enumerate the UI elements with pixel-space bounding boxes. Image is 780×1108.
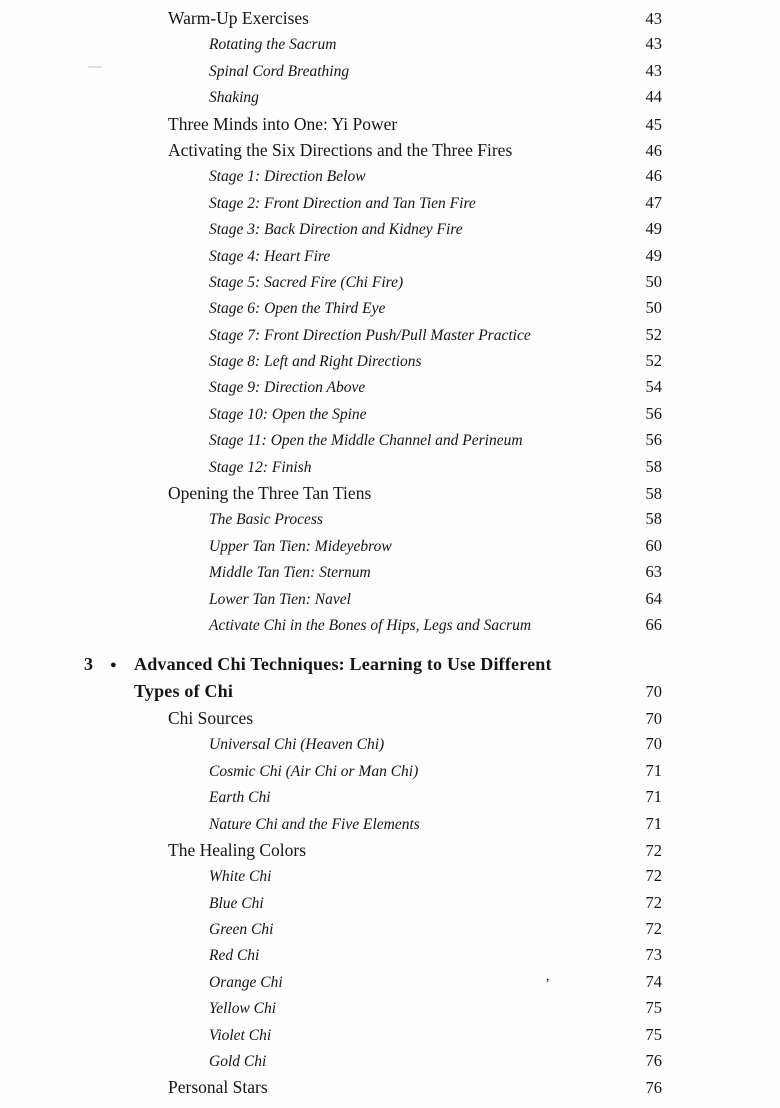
toc-entry-page: 46	[645, 140, 662, 160]
toc-entry-title: Earth Chi	[209, 789, 271, 807]
toc-entry	[0, 163, 662, 189]
toc-entry-page: 49	[645, 245, 662, 265]
toc-entry-title: Gold Chi	[209, 1053, 267, 1071]
toc-entry-title: Red Chi	[209, 947, 260, 965]
toc-entry-page: 56	[645, 430, 662, 450]
toc-entry-title: Activating the Six Directions and the Three Fires	[168, 139, 513, 160]
toc-entry-page: 58	[645, 456, 662, 476]
toc-entry-page: 74	[645, 971, 662, 991]
toc-entry	[0, 348, 662, 374]
toc-entry	[0, 58, 662, 84]
toc-entry-page: 52	[645, 351, 662, 371]
toc-entry-page: 72	[645, 892, 662, 912]
toc-entry-title: Stage 3: Back Direction and Kidney Fire	[209, 221, 463, 239]
toc-entry	[0, 916, 662, 942]
toc-entry-page: 58	[645, 484, 662, 504]
toc-entry-page: 47	[645, 192, 662, 212]
toc-entry	[0, 969, 662, 995]
toc-entry-page: 66	[645, 614, 662, 634]
toc-entry-title: Stage 10: Open the Spine	[209, 405, 367, 423]
toc-entry-page: 70	[645, 708, 662, 728]
toc-entry-title: Chi Sources	[168, 707, 254, 728]
toc-entry	[0, 890, 662, 916]
toc-entry-page: 63	[645, 562, 662, 582]
toc-entry	[0, 216, 662, 242]
toc-entry-title: Blue Chi	[209, 894, 264, 912]
toc-entry-page: 44	[645, 87, 662, 107]
toc-entry	[0, 811, 662, 837]
toc-entry-page: 64	[645, 588, 662, 608]
toc-entry-title: Spinal Cord Breathing	[209, 62, 350, 80]
toc-entry	[0, 111, 662, 137]
toc-entry-page: 76	[645, 1078, 662, 1098]
toc-entry-title: Personal Stars	[168, 1077, 268, 1098]
toc-entry-title: Upper Tan Tien: Mideyebrow	[209, 537, 392, 555]
toc-entry	[0, 863, 662, 889]
chapter-number: 3	[84, 654, 93, 675]
toc-entry-title: Types of Chi	[134, 681, 234, 702]
toc-entry-title: Stage 7: Front Direction Push/Pull Master Practice	[209, 326, 531, 344]
toc-entry	[0, 705, 662, 731]
toc-entry	[0, 837, 662, 863]
toc-entry	[0, 374, 662, 400]
toc-entry-page: 71	[645, 760, 662, 780]
toc-entry	[0, 480, 662, 506]
toc-entry-title: Warm-Up Exercises	[168, 8, 309, 28]
toc-entry	[0, 454, 662, 480]
toc-entry	[0, 1048, 662, 1074]
toc-entry-page: 49	[645, 219, 662, 239]
toc-entry-page: 72	[645, 919, 662, 939]
toc-entry	[0, 427, 662, 453]
toc-entry	[0, 5, 662, 31]
toc-entry-title: Universal Chi (Heaven Chi)	[209, 736, 385, 754]
toc-entry-page: 43	[645, 34, 662, 54]
toc-entry-title: Orange Chi	[209, 973, 283, 991]
toc-entry	[0, 731, 662, 757]
toc-entry-title: The Basic Process	[209, 511, 323, 529]
toc-entry-page: 75	[645, 1024, 662, 1044]
toc-entry-title: Lower Tan Tien: Navel	[209, 590, 351, 608]
toc-entry	[0, 190, 662, 216]
toc-entry-title: Yellow Chi	[209, 1000, 277, 1018]
toc-entry	[0, 533, 662, 559]
toc-entry-title: Advanced Chi Techniques: Learning to Use Different	[134, 654, 552, 675]
toc-entry	[0, 1074, 662, 1100]
toc-entry-page: 71	[645, 787, 662, 807]
toc-entry	[0, 612, 662, 638]
toc-entry-page: 50	[645, 298, 662, 318]
toc-entry	[0, 401, 662, 427]
toc-entry-title: Stage 1: Direction Below	[209, 168, 366, 186]
chapter-title-line-1	[0, 651, 662, 678]
stray-ink-mark: ’	[545, 976, 550, 992]
chapter-title-line-2	[0, 678, 662, 705]
toc-entry	[0, 84, 662, 110]
toc-entry-page: 45	[645, 114, 662, 134]
toc-entry	[0, 942, 662, 968]
toc-entry-page: 56	[645, 403, 662, 423]
toc-entry-page: 60	[645, 535, 662, 555]
toc-entry	[0, 995, 662, 1021]
toc-entry	[0, 506, 662, 532]
toc-entry-page: 70	[645, 734, 662, 754]
toc-entry-title: Opening the Three Tan Tiens	[168, 483, 372, 504]
toc-entry-page: 54	[645, 377, 662, 397]
toc-entry-title: Stage 8: Left and Right Directions	[209, 353, 422, 371]
toc-entry-title: Middle Tan Tien: Sternum	[209, 564, 371, 582]
toc-entry	[0, 1022, 662, 1048]
toc-entry-title: Stage 6: Open the Third Eye	[209, 300, 386, 318]
toc-entry	[0, 31, 662, 57]
toc-entry-title: Activate Chi in the Bones of Hips, Legs and Sacrum	[209, 616, 532, 634]
toc-entry	[0, 295, 662, 321]
toc-entry-page: 72	[645, 866, 662, 886]
toc-entry-title: Stage 12: Finish	[209, 458, 312, 476]
toc-chapter-entry	[0, 651, 662, 705]
toc-entry	[0, 586, 662, 612]
toc-entry-title: The Healing Colors	[168, 839, 307, 860]
toc-entry-title: White Chi	[209, 868, 272, 886]
toc-entry-page: 52	[645, 324, 662, 344]
toc-entry-page: 76	[645, 1051, 662, 1071]
toc-entry-page: 46	[645, 166, 662, 186]
toc-entry	[0, 269, 662, 295]
toc-entry-title: Three Minds into One: Yi Power	[168, 113, 398, 134]
toc-entry-page: 50	[645, 271, 662, 291]
toc-entry-page: 58	[645, 509, 662, 529]
toc-entry-page: 71	[645, 813, 662, 833]
toc-entry-page: 43	[645, 9, 662, 28]
toc-entry-title: Green Chi	[209, 921, 274, 939]
toc-entry	[0, 758, 662, 784]
toc-entry-title: Stage 2: Front Direction and Tan Tien Fire	[209, 194, 476, 212]
toc-entry	[0, 784, 662, 810]
toc-entry-title: Shaking	[209, 89, 259, 107]
toc-entry	[0, 137, 662, 163]
toc-entry-title: Rotating the Sacrum	[209, 36, 337, 54]
toc-entry-title: Stage 5: Sacred Fire (Chi Fire)	[209, 273, 404, 291]
toc-entry	[0, 559, 662, 585]
toc-entry-page: 70	[645, 682, 662, 702]
toc-entry-title: Violet Chi	[209, 1026, 272, 1044]
toc-entry	[0, 322, 662, 348]
toc-entry-page: 73	[645, 945, 662, 965]
toc-entry	[0, 243, 662, 269]
toc-entry-title: Nature Chi and the Five Elements	[209, 815, 420, 833]
toc-entry-title: Stage 4: Heart Fire	[209, 247, 331, 265]
toc-entry-title: Stage 11: Open the Middle Channel and Perineum	[209, 432, 523, 450]
toc-entry-title: Cosmic Chi (Air Chi or Man Chi)	[209, 762, 419, 780]
toc-entry-page: 75	[645, 998, 662, 1018]
toc-entry-page: 43	[645, 60, 662, 80]
bullet-icon: ●	[110, 659, 117, 672]
toc-entry-title: Stage 9: Direction Above	[209, 379, 366, 397]
toc-list	[0, 5, 662, 1101]
toc-entry-page: 72	[645, 840, 662, 860]
